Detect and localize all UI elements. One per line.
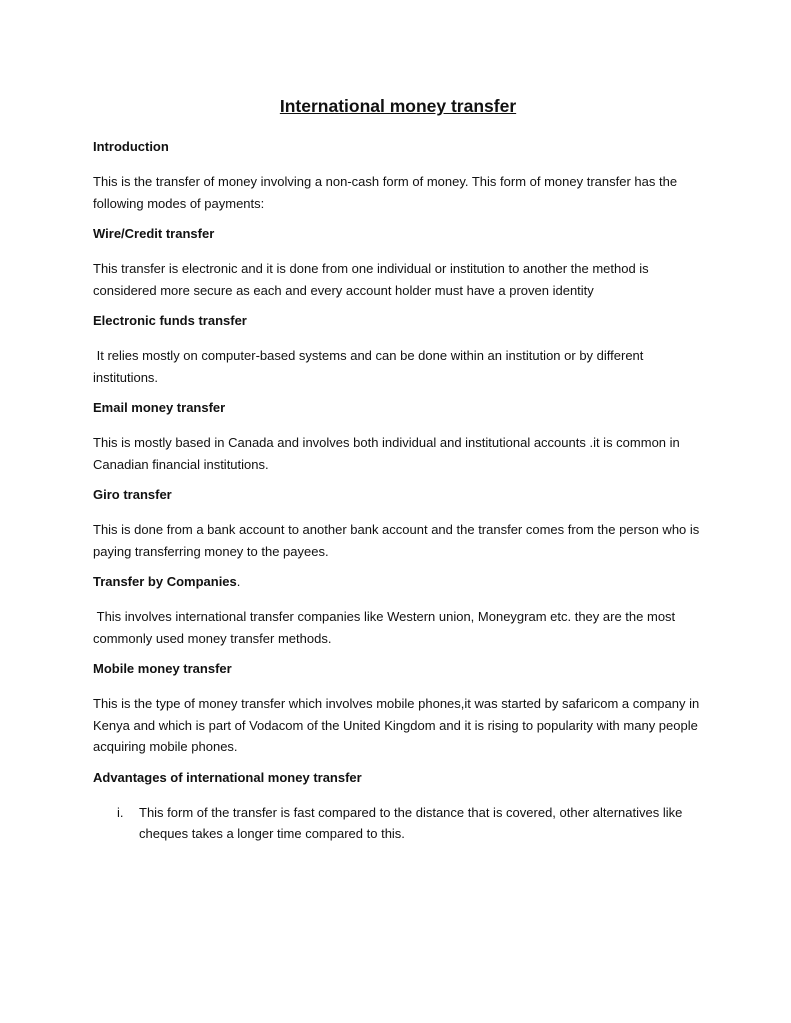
section-paragraph: It relies mostly on computer-based systems and can be done within an institution or by different institutions. — [93, 348, 648, 385]
section-heading: Advantages of international money transfer — [93, 769, 362, 785]
section-email-money-transfer — [93, 399, 703, 475]
section-paragraph: This involves international transfer companies like Western union, Moneygram etc. they are the most commonly used money transfer methods. — [93, 609, 679, 646]
list-item — [93, 802, 703, 845]
section-paragraph: This transfer is electronic and it is done from one individual or institution to another the method is considered more secure as each and every account holder must have a proven identity — [93, 261, 649, 298]
list-item-marker: i. — [117, 804, 124, 820]
section-heading: Wire/Credit transfer — [93, 226, 215, 241]
advantages-list — [93, 802, 703, 845]
section-heading-suffix: . — [236, 574, 241, 589]
section-heading-text: Transfer by Companies — [93, 574, 237, 589]
section-paragraph: This is done from a bank account to another bank account and the transfer comes from the person who is paying transferring money to the payees. — [93, 522, 700, 559]
section-paragraph: This is mostly based in Canada and involves both individual and institutional accounts .it is common in Canadian financial institutions. — [93, 435, 680, 472]
section-paragraph: This is the transfer of money involving a non-cash form of money. This form of money transfer has the following modes of payments: — [93, 174, 678, 211]
section-wire-credit-transfer — [93, 225, 703, 301]
document-title: International money transfer — [279, 96, 517, 116]
section-introduction — [93, 138, 703, 214]
section-paragraph: This is the type of money transfer which involves mobile phones,it was started by safaricom a company in Kenya and which is part of Vodacom of the United Kingdom and it is rising to popularity with many people acquiring mobile phones. — [93, 696, 700, 754]
section-heading — [93, 573, 703, 591]
document-page — [93, 96, 703, 845]
section-electronic-funds-transfer — [93, 312, 703, 388]
section-heading: Mobile money transfer — [93, 661, 232, 676]
section-advantages — [93, 769, 703, 845]
section-heading: Email money transfer — [93, 400, 226, 415]
section-heading: Electronic funds transfer — [93, 313, 247, 328]
section-transfer-by-companies — [93, 573, 703, 649]
section-heading: Giro transfer — [93, 487, 172, 502]
section-giro-transfer — [93, 486, 703, 562]
list-item-text: This form of the transfer is fast compared to the distance that is covered, other alternatives like cheques takes a longer time compared to this. — [139, 804, 683, 841]
section-heading: Introduction — [93, 139, 169, 154]
section-mobile-money-transfer — [93, 660, 703, 758]
